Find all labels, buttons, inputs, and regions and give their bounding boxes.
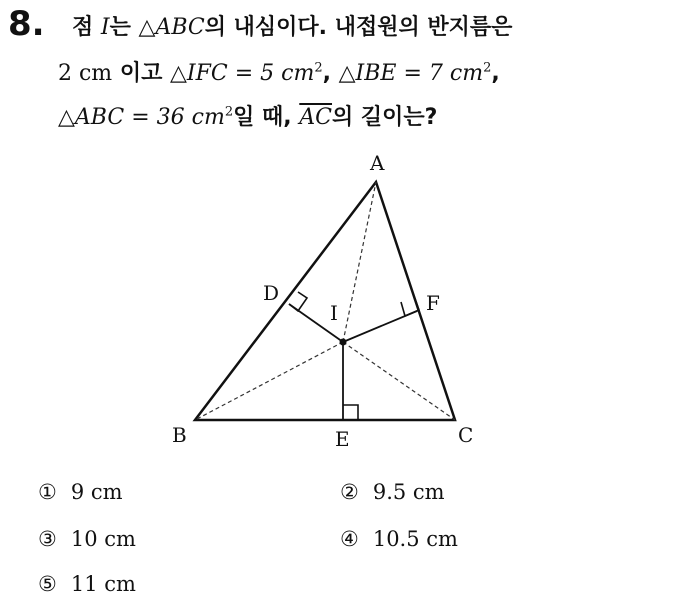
- label-d: D: [263, 281, 280, 305]
- label-f: F: [426, 291, 440, 315]
- label-c: C: [458, 423, 474, 447]
- question-line-1: 점 I는 △ABC의 내심이다. 내접원의 반지름은: [72, 15, 513, 40]
- incenter-dot: [340, 339, 347, 346]
- question-number: 8.: [8, 4, 45, 44]
- triangle-figure: [160, 148, 500, 458]
- dashed-ia: [343, 182, 376, 342]
- choice-1[interactable]: ① 9 cm: [38, 480, 123, 504]
- dashed-ib: [195, 342, 343, 420]
- label-i: I: [330, 301, 338, 325]
- question-line-3: △ABC = 36 $cm^2$일 때, $\overline{AC}$의 길이는?: [58, 104, 438, 130]
- dashed-ic: [343, 342, 455, 420]
- choice-4[interactable]: ④ 10.5 cm: [340, 527, 458, 551]
- label-a: A: [370, 151, 385, 175]
- question-line-2: 2 cm 이고 △IFC = 5 $cm^2$, △IBE = 7 $cm^2$,: [58, 60, 500, 86]
- choice-3[interactable]: ③ 10 cm: [38, 527, 136, 551]
- label-b: B: [172, 423, 187, 447]
- choice-5[interactable]: ⑤ 11 cm: [38, 572, 136, 596]
- choice-2[interactable]: ② 9.5 cm: [340, 480, 445, 504]
- right-angle-e: [343, 405, 358, 420]
- label-e: E: [335, 427, 350, 451]
